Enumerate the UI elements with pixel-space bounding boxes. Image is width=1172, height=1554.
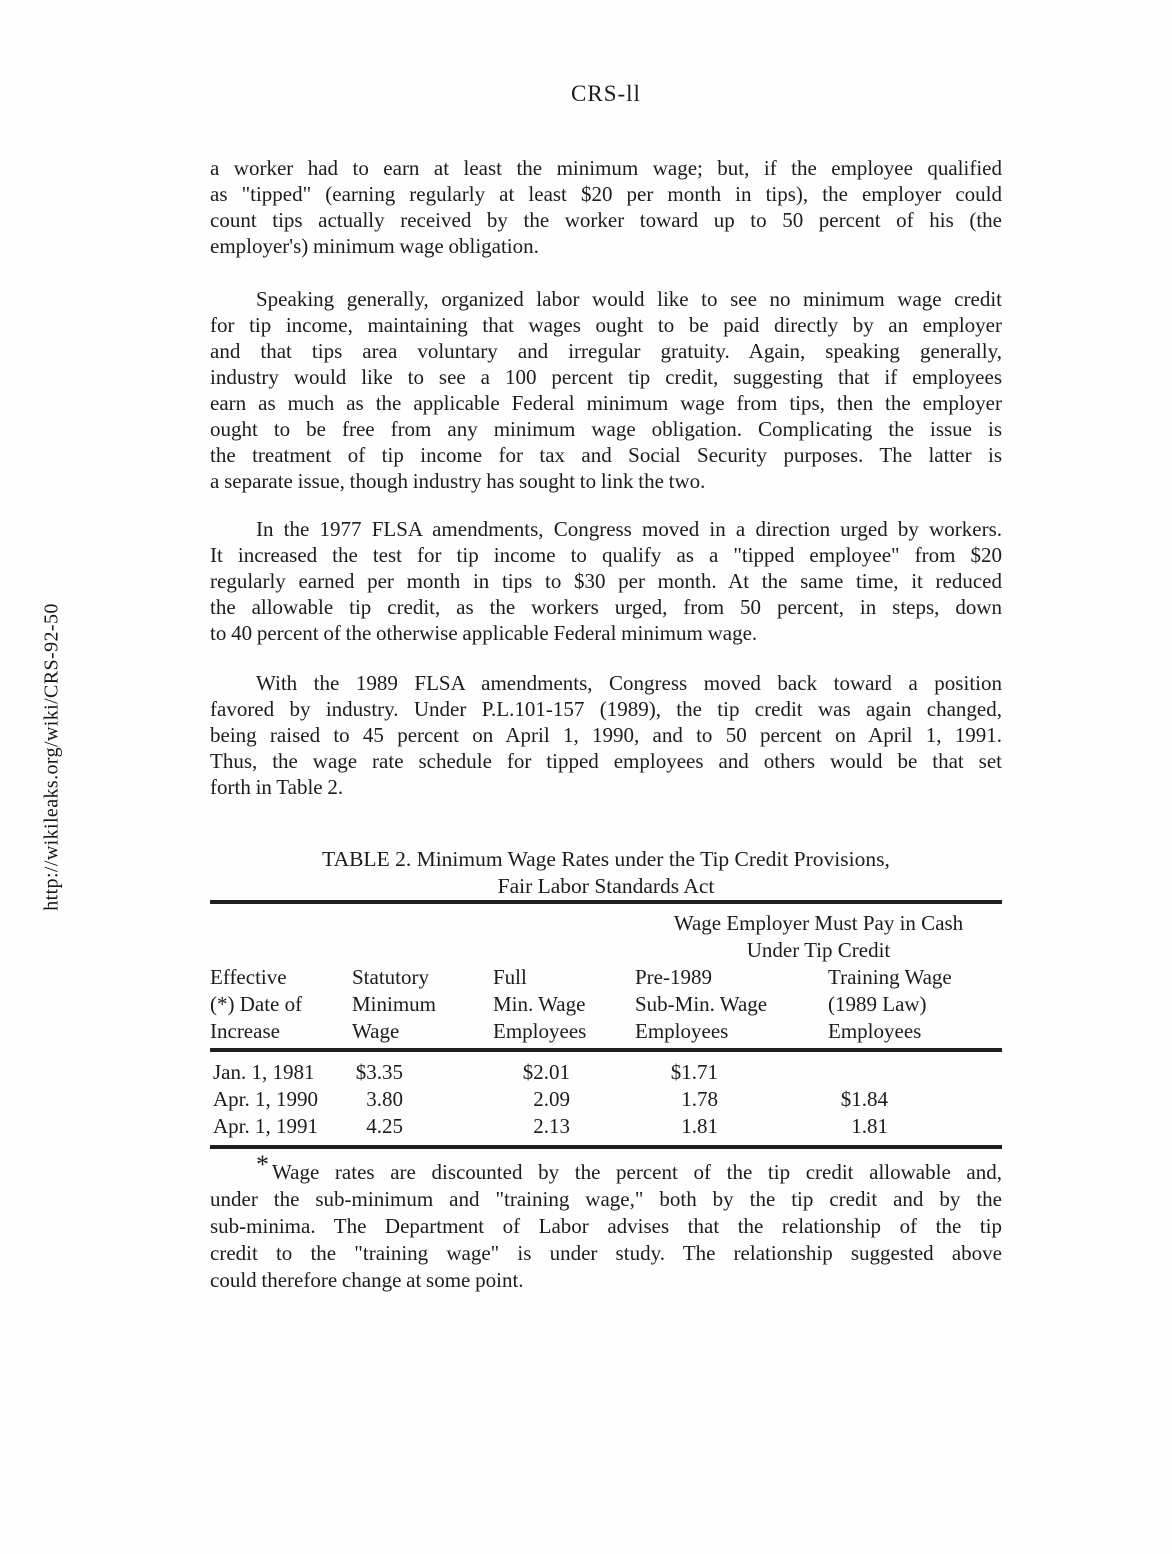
span-header-line: Wage Employer Must Pay in Cash bbox=[673, 911, 964, 935]
text-line: could therefore change at some point. bbox=[210, 1268, 524, 1292]
table-title-line: Fair Labor Standards Act bbox=[497, 874, 715, 898]
text-line: It increased the test for tip income to qualify as a "tipped employee" from $20 bbox=[210, 543, 1002, 567]
wage-rates-table bbox=[210, 900, 1002, 1149]
cell-statutory-wage: 4.25 bbox=[366, 1114, 403, 1138]
text-line: to 40 percent of the otherwise applicable Federal minimum wage. bbox=[210, 621, 758, 645]
text-line: In the 1977 FLSA amendments, Congress moved in a direction urged by workers. bbox=[256, 517, 1002, 541]
cell-pre-1989-wage: 1.81 bbox=[681, 1114, 718, 1138]
body-paragraph-1 bbox=[210, 155, 1002, 259]
text-line: under the sub-minimum and "training wage," both by the tip credit and by the bbox=[210, 1187, 1002, 1211]
span-header-wage-employer bbox=[635, 902, 1002, 964]
footnote-first-line bbox=[210, 1150, 1002, 1186]
text-line: the allowable tip credit, as the workers urged, from 50 percent, in steps, down bbox=[210, 595, 1002, 619]
cell-pre-1989-wage: $1.71 bbox=[670, 1060, 718, 1084]
text-line: as "tipped" (earning regularly at least $20 per month in tips), the employer could bbox=[210, 182, 1002, 206]
span-header-line: Under Tip Credit bbox=[746, 938, 891, 962]
body-paragraph-4 bbox=[210, 670, 1002, 800]
text-line: ought to be free from any minimum wage obligation. Complicating the issue is bbox=[210, 417, 1002, 441]
table-row bbox=[210, 1086, 1002, 1113]
cell-full-min-wage: $2.01 bbox=[522, 1060, 570, 1084]
text-line: a worker had to earn at least the minimum wage; but, if the employee qualified bbox=[210, 156, 1002, 180]
span-header-spacer bbox=[210, 902, 635, 964]
text-line: employer's) minimum wage obligation. bbox=[210, 234, 539, 258]
text-line: Speaking generally, organized labor would like to see no minimum wage credit bbox=[256, 287, 1002, 311]
text-line: the treatment of tip income for tax and Social Security purposes. The latter is bbox=[210, 443, 1002, 467]
footnote-asterisk: * bbox=[256, 1150, 269, 1179]
page-content bbox=[210, 0, 1002, 1294]
text-line: sub-minima. The Department of Labor advises that the relationship of the tip bbox=[210, 1214, 1002, 1238]
cell-training-wage: 1.81 bbox=[851, 1114, 889, 1138]
cell-full-min-wage: 2.09 bbox=[533, 1087, 570, 1111]
watermark-url: http://wikileaks.org/wiki/CRS-92-50 bbox=[40, 603, 63, 911]
table-row bbox=[210, 1113, 1002, 1147]
text-line: Wage rates are discounted by the percent of the tip credit allowable and, bbox=[272, 1160, 1002, 1184]
text-line: Thus, the wage rate schedule for tipped employees and others would be that set bbox=[210, 749, 1002, 773]
cell-training-wage: $1.84 bbox=[840, 1087, 889, 1111]
col-header-statutory-minimum-wage: Statutory Minimum Wage bbox=[352, 964, 493, 1050]
body-paragraph-3 bbox=[210, 516, 1002, 646]
text-line: With the 1989 FLSA amendments, Congress moved back toward a position bbox=[256, 671, 1002, 695]
body-paragraph-2 bbox=[210, 286, 1002, 494]
col-header-pre-1989-sub-min-wage: Pre-1989 Sub-Min. Wage Employees bbox=[635, 964, 828, 1050]
cell-effective-date: Apr. 1, 1991 bbox=[213, 1114, 318, 1138]
text-line: for tip income, maintaining that wages ought to be paid directly by an employer bbox=[210, 313, 1002, 337]
column-header-row bbox=[210, 964, 1002, 1050]
text-line: a separate issue, though industry has sought to link the two. bbox=[210, 469, 706, 493]
table-footnote bbox=[210, 1150, 1002, 1294]
col-header-training-wage: Training Wage (1989 Law) Employees bbox=[828, 964, 1002, 1050]
cell-training-wage bbox=[828, 1050, 1002, 1086]
cell-statutory-wage: 3.80 bbox=[366, 1087, 403, 1111]
text-line: and that tips area voluntary and irregular gratuity. Again, speaking generally, bbox=[210, 339, 1002, 363]
text-line: earn as much as the applicable Federal minimum wage from tips, then the employer bbox=[210, 391, 1002, 415]
text-line: being raised to 45 percent on April 1, 1990, and to 50 percent on April 1, 1991. bbox=[210, 723, 1002, 747]
text-line: credit to the "training wage" is under study. The relationship suggested above bbox=[210, 1241, 1002, 1265]
page-number: CRS-ll bbox=[571, 81, 641, 106]
table-row bbox=[210, 1050, 1002, 1086]
span-header-row bbox=[210, 902, 1002, 964]
cell-effective-date: Apr. 1, 1990 bbox=[213, 1087, 318, 1111]
text-line: industry would like to see a 100 percent tip credit, suggesting that if employees bbox=[210, 365, 1002, 389]
cell-effective-date: Jan. 1, 1981 bbox=[213, 1060, 315, 1084]
table-title-line: TABLE 2. Minimum Wage Rates under the Tip Credit Provisions, bbox=[322, 847, 890, 871]
text-line: forth in Table 2. bbox=[210, 775, 344, 799]
table-title bbox=[210, 846, 1002, 900]
col-header-full-min-wage: Full Min. Wage Employees bbox=[493, 964, 635, 1050]
text-line: favored by industry. Under P.L.101-157 (1989), the tip credit was again changed, bbox=[210, 697, 1002, 721]
text-line: count tips actually received by the worker toward up to 50 percent of his (the bbox=[210, 208, 1002, 232]
cell-statutory-wage: $3.35 bbox=[355, 1060, 403, 1084]
text-line: regularly earned per month in tips to $30 per month. At the same time, it reduced bbox=[210, 569, 1002, 593]
cell-full-min-wage: 2.13 bbox=[533, 1114, 570, 1138]
cell-pre-1989-wage: 1.78 bbox=[681, 1087, 718, 1111]
col-header-effective-date: Effective (*) Date of Increase bbox=[210, 964, 352, 1050]
